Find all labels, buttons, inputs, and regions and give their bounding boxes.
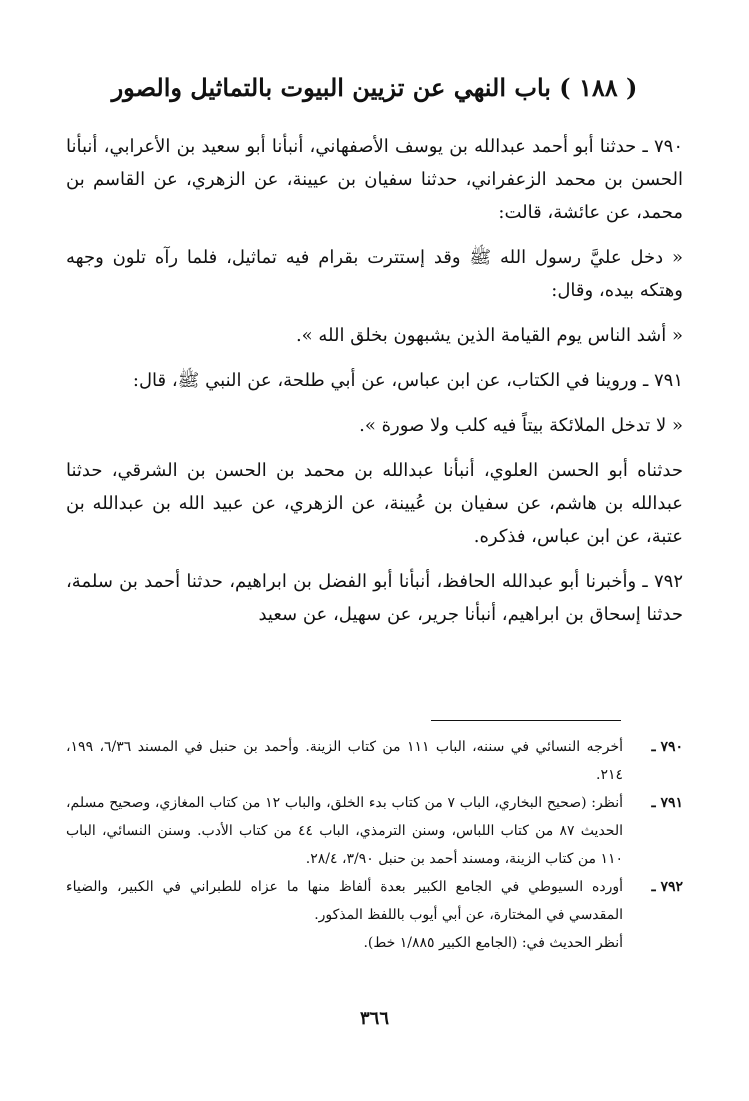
footnote-number: ٧٩١ ـ — [651, 795, 683, 811]
footnote-text: أورده السيوطي في الجامع الكبير بعدة ألفاظ منها ما عزاه للطبراني في الكبير، والضياء المقدسي في المختارة، عن أبي أيوب باللفظ المذكور. — [66, 879, 623, 923]
footnotes — [66, 733, 683, 957]
hadith-790-saying: « أشد الناس يوم القيامة الذين يشبهون بخلق الله ». — [295, 325, 683, 346]
footnote-text: أخرجه النسائي في سننه، الباب ١١١ من كتاب الزينة. وأحمد بن حنبل في المسند ٦/٣٦، ١٩٩، ٢١٤. — [66, 739, 623, 783]
hadith-791-paragraph: ٧٩١ ـ وروينا في الكتاب، عن ابن عباس، عن أبي طلحة، عن النبي ﷺ، قال: — [132, 370, 683, 391]
hadith-791-quote: « لا تدخل الملائكة بيتاً فيه كلب ولا صورة ». — [359, 415, 683, 436]
footnote-text-group — [66, 873, 623, 957]
footnote-reference: أنظر الحديث في: (الجامع الكبير ١/٨٨٥ خط). — [363, 935, 623, 951]
footnote-number: ٧٩٠ ـ — [651, 739, 683, 755]
hadith-791-chain: حدثناه أبو الحسن العلوي، أنبأنا عبدالله بن محمد بن الحسن بن الشرقي، حدثنا عبدالله بن هاشم، عن سفيان بن عُيينة، عن الزهري، عن عبيد الله بن عبدالله بن عتبة، عن ابن عباس، فذكره. — [66, 460, 683, 547]
footnote-790 — [66, 733, 683, 789]
footnote-791 — [66, 789, 683, 873]
hadith-792-paragraph: ٧٩٢ ـ وأخبرنا أبو عبدالله الحافظ، أنبأنا أبو الفضل بن ابراهيم، حدثنا أحمد بن سلمة، حدثنا إسحاق بن ابراهيم، أنبأنا جرير، عن سهيل، عن سعيد — [66, 571, 683, 625]
chapter-title: ( ١٨٨ ) باب النهي عن تزيين البيوت بالتماثيل والصور — [111, 73, 638, 102]
main-text — [66, 130, 683, 643]
hadith-790-paragraph: ٧٩٠ ـ حدثنا أبو أحمد عبدالله بن يوسف الأصفهاني، أنبأنا أبو سعيد بن الأعرابي، أنبأنا الحسن بن محمد الزعفراني، حدثنا سفيان بن عيينة، عن الزهري، عن القاسم بن محمد، عن عائشة، قالت: — [66, 136, 683, 223]
hadith-790-quote: « دخل عليَّ رسول الله ﷺ وقد إستترت بقرام فيه تماثيل، فلما رآه تلون وجهه وهتكه بيده، وقال: — [66, 247, 683, 301]
page-number: ٣٦٦ — [359, 1008, 389, 1029]
footnote-text: أنظر: (صحيح البخاري، الباب ٧ من كتاب بدء الخلق، والباب ١٢ من كتاب المغازي، وصحيح مسلم، الحديث ٨٧ من كتاب اللباس، وسنن الترمذي، الباب ٤٤ من كتاب الأدب. وسنن النسائي، الباب ١١٠ من كتاب الزينة، ومسند أحمد بن حنبل ٣/٩٠، ٢٨/٤. — [66, 795, 623, 867]
footnote-792 — [66, 873, 683, 957]
footnote-divider — [431, 720, 621, 721]
footnote-number: ٧٩٢ ـ — [651, 879, 683, 895]
